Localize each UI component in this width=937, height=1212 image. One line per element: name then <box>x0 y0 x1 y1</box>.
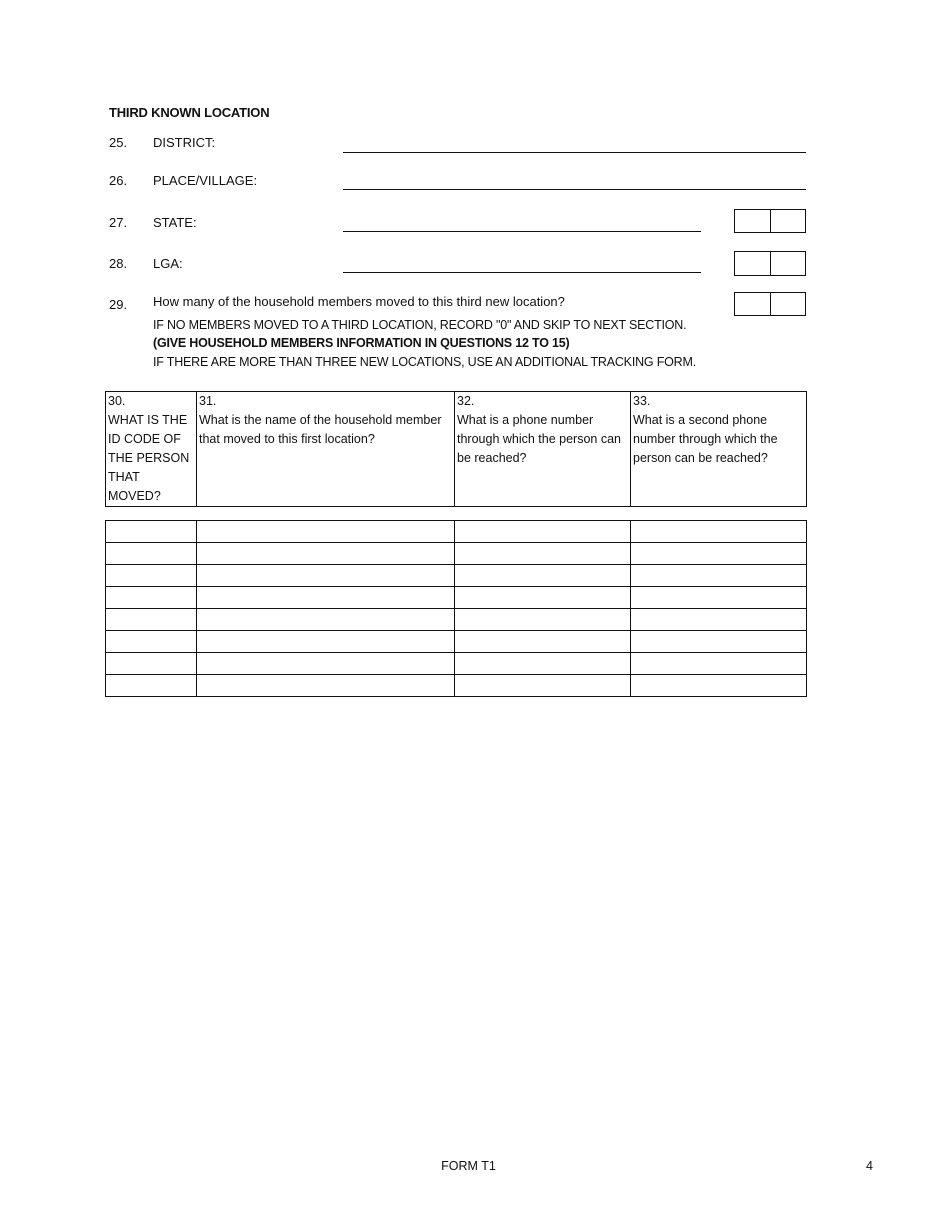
members-moved-count-box[interactable] <box>734 292 806 316</box>
phone-2-cell[interactable] <box>631 521 807 543</box>
phone-1-cell[interactable] <box>455 609 631 631</box>
page-number: 4 <box>866 1159 873 1173</box>
question-25-number: 25. <box>109 135 128 150</box>
col-32-number: 32. <box>455 392 631 412</box>
instruction-additional-form: IF THERE ARE MORE THAN THREE NEW LOCATIONS, USE AN ADDITIONAL TRACKING FORM. <box>153 355 696 369</box>
table-row <box>106 587 807 609</box>
id-code-cell[interactable] <box>106 521 197 543</box>
phone-1-cell[interactable] <box>455 631 631 653</box>
question-27-number: 27. <box>109 215 128 230</box>
question-28-label: LGA: <box>153 256 183 271</box>
id-code-cell[interactable] <box>106 587 197 609</box>
member-entry-grid <box>105 520 807 697</box>
member-name-cell[interactable] <box>197 609 455 631</box>
col-30-question: WHAT IS THE ID CODE OF THE PERSON THAT MOVED? <box>106 411 197 507</box>
id-code-cell[interactable] <box>106 653 197 675</box>
phone-1-cell[interactable] <box>455 587 631 609</box>
state-input-line[interactable] <box>343 231 701 232</box>
question-26-label: PLACE/VILLAGE: <box>153 173 258 188</box>
question-28-number: 28. <box>109 256 128 271</box>
id-code-cell[interactable] <box>106 631 197 653</box>
question-25-label: DISTRICT: <box>153 135 216 150</box>
district-input-line[interactable] <box>343 152 806 153</box>
lga-code-box[interactable] <box>734 251 806 276</box>
member-name-cell[interactable] <box>197 631 455 653</box>
col-30-number: 30. <box>106 392 197 412</box>
lga-input-line[interactable] <box>343 272 701 273</box>
table-row <box>106 653 807 675</box>
place-village-input-line[interactable] <box>343 189 806 190</box>
phone-1-cell[interactable] <box>455 565 631 587</box>
id-code-cell[interactable] <box>106 565 197 587</box>
table-row <box>106 609 807 631</box>
member-name-cell[interactable] <box>197 587 455 609</box>
phone-2-cell[interactable] <box>631 675 807 697</box>
id-code-cell[interactable] <box>106 609 197 631</box>
member-name-cell[interactable] <box>197 521 455 543</box>
instruction-household-info: (GIVE HOUSEHOLD MEMBERS INFORMATION IN QUESTIONS 12 TO 15) <box>153 336 570 350</box>
phone-2-cell[interactable] <box>631 653 807 675</box>
phone-2-cell[interactable] <box>631 543 807 565</box>
member-name-cell[interactable] <box>197 675 455 697</box>
state-code-box[interactable] <box>734 209 806 233</box>
member-name-cell[interactable] <box>197 565 455 587</box>
table-row <box>106 675 807 697</box>
question-29-number: 29. <box>109 297 128 312</box>
col-31-question: What is the name of the household member that moved to this first location? <box>197 411 455 507</box>
section-title: THIRD KNOWN LOCATION <box>109 105 270 120</box>
phone-2-cell[interactable] <box>631 609 807 631</box>
table-row <box>106 631 807 653</box>
col-33-question: What is a second phone number through which the person can be reached? <box>631 411 807 507</box>
col-32-question: What is a phone number through which the person can be reached? <box>455 411 631 507</box>
phone-2-cell[interactable] <box>631 587 807 609</box>
member-name-cell[interactable] <box>197 653 455 675</box>
phone-1-cell[interactable] <box>455 675 631 697</box>
table-row <box>106 521 807 543</box>
phone-2-cell[interactable] <box>631 631 807 653</box>
col-31-number: 31. <box>197 392 455 412</box>
col-33-number: 33. <box>631 392 807 412</box>
instruction-skip: IF NO MEMBERS MOVED TO A THIRD LOCATION, RECORD "0" AND SKIP TO NEXT SECTION. <box>153 318 687 332</box>
phone-1-cell[interactable] <box>455 521 631 543</box>
question-26-number: 26. <box>109 173 128 188</box>
question-27-label: STATE: <box>153 215 197 230</box>
id-code-cell[interactable] <box>106 675 197 697</box>
phone-1-cell[interactable] <box>455 653 631 675</box>
phone-1-cell[interactable] <box>455 543 631 565</box>
question-29-label: How many of the household members moved to this third new location? <box>153 294 565 309</box>
member-table-header <box>105 391 807 507</box>
member-name-cell[interactable] <box>197 543 455 565</box>
form-label: FORM T1 <box>441 1159 496 1173</box>
phone-2-cell[interactable] <box>631 565 807 587</box>
table-row <box>106 543 807 565</box>
id-code-cell[interactable] <box>106 543 197 565</box>
table-row <box>106 565 807 587</box>
